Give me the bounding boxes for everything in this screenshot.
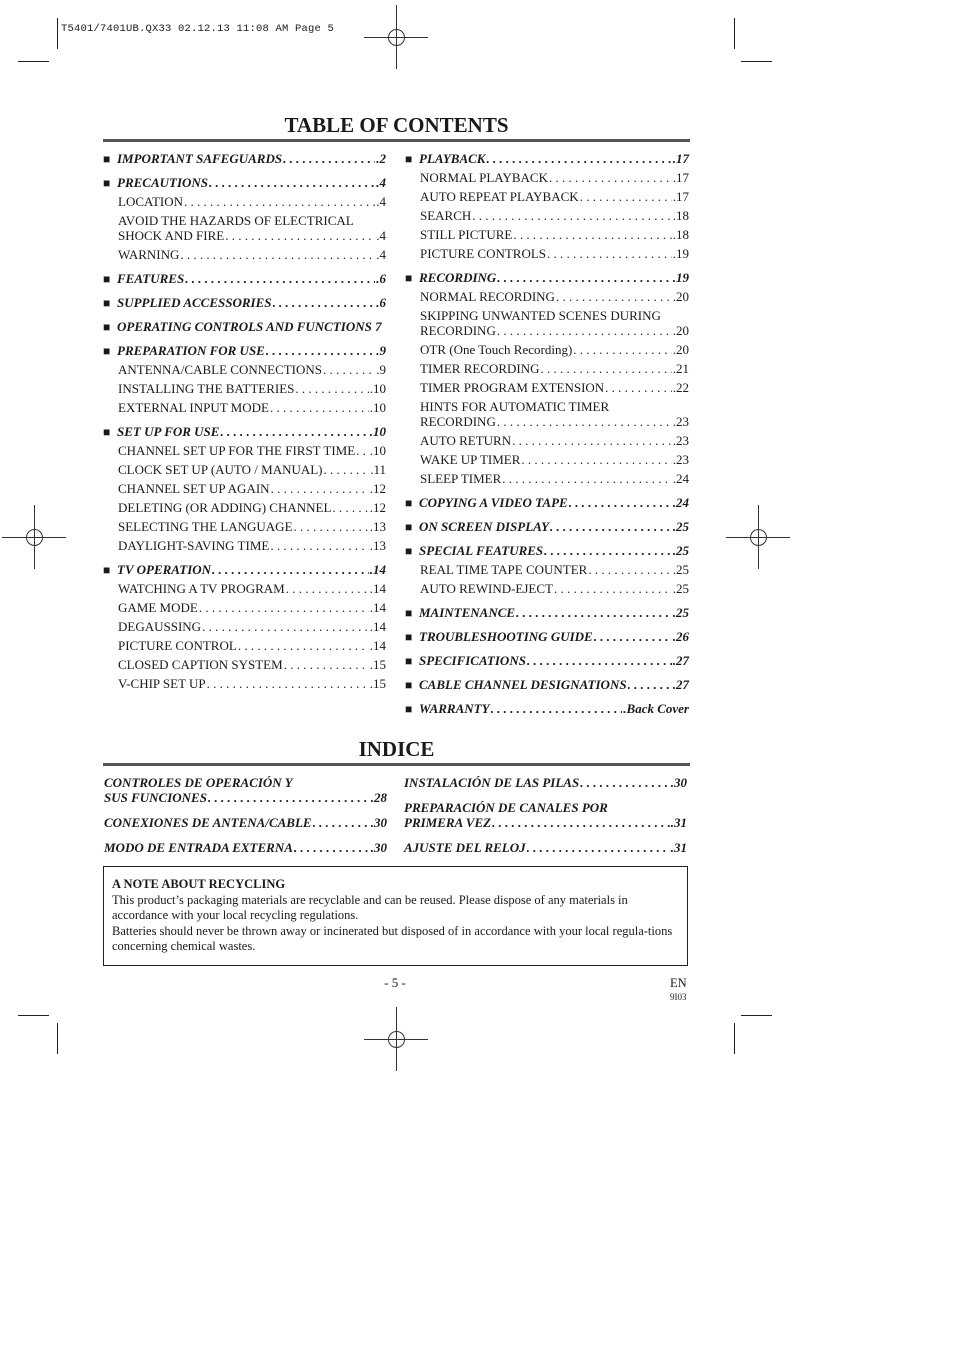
bullet-square-icon: ■ xyxy=(103,425,111,439)
bullet-square-icon: ■ xyxy=(405,606,413,620)
toc-entry xyxy=(420,562,689,577)
dot-leader xyxy=(512,433,672,448)
bullet-square-icon: ■ xyxy=(103,296,111,310)
toc-entry xyxy=(118,519,386,534)
crop-mark xyxy=(734,1023,735,1054)
toc-entry-page: .19 xyxy=(672,270,689,285)
note-heading: A NOTE ABOUT RECYCLING xyxy=(112,877,286,891)
toc-entry xyxy=(405,151,689,167)
toc-entry-title: TROUBLESHOOTING GUIDE xyxy=(419,629,593,644)
dot-leader xyxy=(580,189,672,204)
dot-leader xyxy=(294,519,369,534)
indice-title: INDICE xyxy=(358,737,435,761)
toc-entry-page: .27 xyxy=(672,677,689,692)
dot-leader xyxy=(492,815,670,830)
toc-entry xyxy=(118,213,386,243)
dot-leader xyxy=(573,342,671,357)
toc-entry-title: PREPARATION FOR USE xyxy=(117,343,265,358)
dot-leader xyxy=(283,151,375,166)
toc-entry-page: .25 xyxy=(672,562,689,577)
toc-entry xyxy=(118,362,386,377)
dot-leader xyxy=(486,151,671,166)
toc-entry-page: .25 xyxy=(672,519,689,534)
title-rule xyxy=(103,139,690,142)
toc-entry-page: .14 xyxy=(369,619,386,634)
crop-mark xyxy=(18,61,49,62)
dot-leader xyxy=(497,323,672,338)
bullet-square-icon: ■ xyxy=(103,563,111,577)
toc-entry-line xyxy=(404,815,687,830)
toc-title: TABLE OF CONTENTS xyxy=(284,113,509,137)
toc-entry-title: WARRANTY xyxy=(419,701,490,716)
dot-leader xyxy=(550,519,672,534)
toc-entry-page: .17 xyxy=(672,170,689,185)
toc-entry-title: DAYLIGHT-SAVING TIME xyxy=(118,538,270,553)
toc-entry-title: AVOID THE HAZARDS OF ELECTRICAL xyxy=(118,213,354,228)
bullet-square-icon: ■ xyxy=(103,320,111,334)
toc-entry-page: .30 xyxy=(670,775,687,790)
toc-entry-title: STILL PICTURE xyxy=(420,227,513,242)
toc-entry xyxy=(118,638,386,653)
toc-entry-page: .6 xyxy=(376,271,386,286)
toc-entry-title: INSTALLING THE BATTERIES xyxy=(118,381,295,396)
toc-entry-title: V-CHIP SET UP xyxy=(118,676,206,691)
toc-entry-page: .14 xyxy=(369,600,386,615)
toc-entry-page: .4 xyxy=(376,228,386,243)
toc-entry-title: CLOSED CAPTION SYSTEM xyxy=(118,657,283,672)
print-slug: T5401/7401UB.QX33 02.12.13 11:08 AM Page 5 xyxy=(61,23,335,35)
toc-entry-page: .24 xyxy=(672,495,689,510)
dot-leader xyxy=(202,619,369,634)
toc-entry xyxy=(118,481,386,496)
toc-entry-page: .6 xyxy=(376,295,386,310)
dot-leader xyxy=(212,562,369,577)
toc-entry xyxy=(420,342,689,357)
dot-leader xyxy=(284,657,369,672)
toc-entry-page: .12 xyxy=(369,500,386,515)
toc-entry xyxy=(118,400,386,415)
toc-entry xyxy=(103,271,386,287)
toc-entry-title: NORMAL PLAYBACK xyxy=(420,170,548,185)
crop-mark xyxy=(741,61,772,62)
toc-entry-page: .9 xyxy=(376,343,386,358)
toc-entry xyxy=(104,840,387,855)
toc-entry-title: FEATURES xyxy=(117,271,185,286)
toc-entry-title: SPECIAL FEATURES xyxy=(419,543,544,558)
toc-entry xyxy=(118,657,386,672)
dot-leader xyxy=(225,228,375,243)
crop-mark xyxy=(57,18,58,49)
dot-leader xyxy=(527,840,670,855)
toc-entry xyxy=(103,151,386,167)
toc-entry-page: .4 xyxy=(376,175,386,190)
toc-entry-page: .19 xyxy=(672,246,689,261)
toc-entry xyxy=(118,538,386,553)
toc-entry-page: .24 xyxy=(672,471,689,486)
dot-leader xyxy=(569,495,672,510)
registration-mark-icon xyxy=(364,1007,428,1071)
print-code: 9I03 xyxy=(670,992,687,1002)
bullet-square-icon: ■ xyxy=(103,272,111,286)
bullet-square-icon: ■ xyxy=(405,654,413,668)
toc-entry-title: AUTO RETURN xyxy=(420,433,512,448)
dot-leader xyxy=(286,581,369,596)
toc-entry xyxy=(405,653,689,669)
toc-entry xyxy=(104,815,387,830)
toc-entry xyxy=(405,543,689,559)
toc-entry-page: .13 xyxy=(369,538,386,553)
dot-leader xyxy=(497,270,671,285)
toc-entry-title: SET UP FOR USE xyxy=(117,424,220,439)
toc-entry-line xyxy=(420,323,689,338)
crop-mark xyxy=(57,1023,58,1054)
toc-entry-line xyxy=(118,228,386,243)
toc-entry-title: WAKE UP TIMER xyxy=(420,452,521,467)
toc-entry xyxy=(404,800,687,830)
dot-leader xyxy=(547,246,672,261)
toc-entry-page: .10 xyxy=(369,400,386,415)
dot-leader xyxy=(541,361,672,376)
dot-leader xyxy=(356,443,369,458)
dot-leader xyxy=(270,538,368,553)
toc-entry-title: TIMER PROGRAM EXTENSION xyxy=(420,380,605,395)
toc-entry-title: AJUSTE DEL RELOJ xyxy=(404,840,526,855)
toc-entry-page: .30 xyxy=(370,840,387,855)
toc-entry xyxy=(103,319,386,335)
toc-entry-title: AUTO REPEAT PLAYBACK xyxy=(420,189,579,204)
toc-entry-page: .Back Cover xyxy=(623,701,689,716)
registration-mark-icon xyxy=(364,5,428,69)
toc-entry xyxy=(405,701,689,717)
toc-entry xyxy=(420,308,689,338)
toc-entry xyxy=(420,361,689,376)
toc-entry xyxy=(118,581,386,596)
toc-entry xyxy=(405,629,689,645)
toc-entry-page: .31 xyxy=(670,840,687,855)
crop-mark xyxy=(741,1015,772,1016)
toc-entry xyxy=(405,495,689,511)
toc-entry-title: CLOCK SET UP (AUTO / MANUAL) xyxy=(118,462,323,477)
toc-entry-title: TV OPERATION xyxy=(117,562,212,577)
toc-entry-title: COPYING A VIDEO TAPE xyxy=(419,495,568,510)
toc-entry-page: .17 xyxy=(672,151,689,166)
bullet-square-icon: ■ xyxy=(405,496,413,510)
toc-entry xyxy=(420,170,689,185)
toc-entry-page: .25 xyxy=(672,581,689,596)
toc-entry xyxy=(118,619,386,634)
toc-entry-title: PICTURE CONTROLS xyxy=(420,246,547,261)
toc-entry-title: EXTERNAL INPUT MODE xyxy=(118,400,269,415)
toc-entry-page: .10 xyxy=(369,424,386,439)
dot-leader xyxy=(266,343,375,358)
toc-entry-title: DEGAUSSING xyxy=(118,619,202,634)
toc-entry-page: .28 xyxy=(370,790,387,805)
bullet-square-icon: ■ xyxy=(405,152,413,166)
toc-entry-page: .23 xyxy=(672,414,689,429)
bullet-square-icon: ■ xyxy=(103,344,111,358)
toc-entry-title: SUPPLIED ACCESSORIES xyxy=(117,295,272,310)
note-paragraph: This product’s packaging materials are recyclable and can be reused. Please dispose of any materials in accordance with your local recycling regulations. xyxy=(112,892,628,922)
dot-leader xyxy=(502,471,671,486)
toc-entry-title: MODO DE ENTRADA EXTERNA xyxy=(104,840,293,855)
bullet-square-icon: ■ xyxy=(405,702,413,716)
indice-rule xyxy=(103,763,690,766)
bullet-square-icon: ■ xyxy=(405,520,413,534)
toc-entry-page: .26 xyxy=(672,629,689,644)
toc-entry-title-cont: SUS FUNCIONES xyxy=(104,790,207,805)
toc-entry-title: ON SCREEN DISPLAY xyxy=(419,519,550,534)
bullet-square-icon: ■ xyxy=(405,630,413,644)
toc-entry xyxy=(420,433,689,448)
toc-entry xyxy=(103,562,386,578)
toc-entry-page: .18 xyxy=(672,208,689,223)
toc-entry-line xyxy=(104,790,387,805)
toc-entry-page: .14 xyxy=(369,581,386,596)
toc-entry xyxy=(118,443,386,458)
dot-leader xyxy=(588,562,671,577)
toc-entry xyxy=(118,500,386,515)
dot-leader xyxy=(497,414,672,429)
toc-entry-title: SELECTING THE LANGUAGE xyxy=(118,519,293,534)
toc-entry-title: WATCHING A TV PROGRAM xyxy=(118,581,285,596)
dot-leader xyxy=(527,653,672,668)
toc-entry xyxy=(404,840,687,855)
toc-entry xyxy=(420,399,689,429)
toc-entry xyxy=(420,246,689,261)
dot-leader xyxy=(270,400,369,415)
dot-leader xyxy=(513,227,671,242)
toc-entry-line xyxy=(420,414,689,429)
toc-entry xyxy=(118,462,386,477)
toc-entry xyxy=(420,581,689,596)
toc-entry-page: .25 xyxy=(672,605,689,620)
toc-entry-page: .23 xyxy=(672,433,689,448)
toc-entry-title-cont: RECORDING xyxy=(420,323,496,338)
toc-entry xyxy=(103,175,386,191)
toc-entry-page: .12 xyxy=(369,481,386,496)
toc-entry xyxy=(104,775,387,805)
toc-entry-page: .15 xyxy=(369,657,386,672)
dot-leader xyxy=(207,676,369,691)
dot-leader xyxy=(294,840,370,855)
toc-entry-title: PREPARACIÓN DE CANALES POR xyxy=(404,800,608,815)
toc-entry-title: INSTALACIÓN DE LAS PILAS xyxy=(404,775,580,790)
crop-mark xyxy=(18,1015,49,1016)
dot-leader xyxy=(605,380,672,395)
recycling-note xyxy=(103,866,688,966)
toc-entry-title: ANTENNA/CABLE CONNECTIONS xyxy=(118,362,323,377)
toc-entry-page: .14 xyxy=(369,638,386,653)
toc-entry xyxy=(103,424,386,440)
dot-leader xyxy=(554,581,672,596)
toc-entry-title: WARNING xyxy=(118,247,180,262)
toc-entry-title: RECORDING xyxy=(419,270,497,285)
bullet-square-icon: ■ xyxy=(405,544,413,558)
toc-entry xyxy=(420,452,689,467)
dot-leader xyxy=(580,775,670,790)
toc-entry-page: .21 xyxy=(672,361,689,376)
toc-entry-title: OPERATING CONTROLS AND FUNCTIONS 7 xyxy=(117,319,382,334)
dot-leader xyxy=(209,175,375,190)
dot-leader xyxy=(521,452,671,467)
toc-entry-page: .31 xyxy=(670,815,687,830)
dot-leader xyxy=(220,424,368,439)
dot-leader xyxy=(516,605,672,620)
toc-entry-page: .22 xyxy=(672,380,689,395)
language-code: EN xyxy=(670,976,687,990)
toc-entry-title: CABLE CHANNEL DESIGNATIONS xyxy=(419,677,627,692)
dot-leader xyxy=(185,271,375,286)
dot-leader xyxy=(594,629,672,644)
toc-entry-page: .17 xyxy=(672,189,689,204)
toc-entry-title: LOCATION xyxy=(118,194,183,209)
dot-leader xyxy=(199,600,369,615)
bullet-square-icon: ■ xyxy=(103,152,111,166)
toc-entry-title: SEARCH xyxy=(420,208,472,223)
registration-mark-icon xyxy=(726,505,790,569)
toc-entry xyxy=(118,381,386,396)
dot-leader xyxy=(184,194,375,209)
toc-entry-page: .2 xyxy=(376,151,386,166)
dot-leader xyxy=(491,701,623,716)
note-paragraph: Batteries should never be thrown away or incinerated but disposed of in accordance with your local regula-tions concerning chemical wastes. xyxy=(112,923,673,953)
toc-entry-title: GAME MODE xyxy=(118,600,198,615)
toc-entry-page: .10 xyxy=(369,381,386,396)
dot-leader xyxy=(472,208,671,223)
toc-entry-title: OTR (One Touch Recording) xyxy=(420,342,573,357)
page-number: - 5 - xyxy=(384,975,406,990)
toc-entry-title-cont: PRIMERA VEZ xyxy=(404,815,492,830)
toc-entry xyxy=(118,194,386,209)
dot-leader xyxy=(323,362,375,377)
toc-entry xyxy=(420,189,689,204)
toc-entry-title-cont: SHOCK AND FIRE xyxy=(118,228,225,243)
toc-entry-title: DELETING (OR ADDING) CHANNEL xyxy=(118,500,332,515)
toc-entry-title-cont: RECORDING xyxy=(420,414,496,429)
dot-leader xyxy=(549,170,672,185)
toc-entry xyxy=(420,289,689,304)
toc-entry-title: CHANNEL SET UP AGAIN xyxy=(118,481,270,496)
toc-entry-page: .11 xyxy=(370,462,386,477)
toc-entry-page: .30 xyxy=(370,815,387,830)
toc-entry-page: .10 xyxy=(369,443,386,458)
toc-entry xyxy=(405,270,689,286)
toc-entry-page: .23 xyxy=(672,452,689,467)
registration-mark-icon xyxy=(2,505,66,569)
dot-leader xyxy=(180,247,375,262)
toc-entry-title: TIMER RECORDING xyxy=(420,361,540,376)
toc-entry xyxy=(420,208,689,223)
toc-entry-title: PLAYBACK xyxy=(419,151,486,166)
toc-entry-page: .15 xyxy=(369,676,386,691)
toc-entry xyxy=(405,605,689,621)
toc-entry xyxy=(404,775,687,790)
bullet-square-icon: ■ xyxy=(405,271,413,285)
dot-leader xyxy=(628,677,672,692)
toc-entry-page: .20 xyxy=(672,342,689,357)
toc-entry-page: .18 xyxy=(672,227,689,242)
toc-entry-title: PICTURE CONTROL xyxy=(118,638,237,653)
toc-entry-page: .9 xyxy=(376,362,386,377)
toc-entry-title: SPECIFICATIONS xyxy=(419,653,526,668)
toc-entry-page: .25 xyxy=(672,543,689,558)
dot-leader xyxy=(273,295,376,310)
toc-entry-title: AUTO REWIND-EJECT xyxy=(420,581,553,596)
dot-leader xyxy=(295,381,368,396)
toc-entry-title: PRECAUTIONS xyxy=(117,175,209,190)
toc-entry-title: CONTROLES DE OPERACIÓN Y xyxy=(104,775,293,790)
toc-entry-title: NORMAL RECORDING xyxy=(420,289,555,304)
dot-leader xyxy=(556,289,672,304)
dot-leader xyxy=(271,481,369,496)
toc-entry-page: .20 xyxy=(672,323,689,338)
toc-entry xyxy=(118,600,386,615)
dot-leader xyxy=(332,500,368,515)
dot-leader xyxy=(238,638,369,653)
toc-entry xyxy=(420,227,689,242)
toc-entry xyxy=(420,380,689,395)
toc-entry xyxy=(103,295,386,311)
toc-entry-title: IMPORTANT SAFEGUARDS xyxy=(117,151,283,166)
toc-entry-page: .20 xyxy=(672,289,689,304)
toc-entry xyxy=(420,471,689,486)
toc-entry-title: CONEXIONES DE ANTENA/CABLE xyxy=(104,815,312,830)
toc-entry-title: CHANNEL SET UP FOR THE FIRST TIME xyxy=(118,443,356,458)
toc-entry xyxy=(405,677,689,693)
dot-leader xyxy=(544,543,672,558)
toc-entry xyxy=(103,343,386,359)
toc-entry xyxy=(405,519,689,535)
toc-entry xyxy=(118,247,386,262)
toc-entry xyxy=(118,676,386,691)
dot-leader xyxy=(313,815,370,830)
toc-entry-title: REAL TIME TAPE COUNTER xyxy=(420,562,588,577)
toc-entry-page: .4 xyxy=(376,247,386,262)
bullet-square-icon: ■ xyxy=(405,678,413,692)
toc-entry-page: .14 xyxy=(369,562,386,577)
bullet-square-icon: ■ xyxy=(103,176,111,190)
dot-leader xyxy=(208,790,370,805)
toc-entry-page: .4 xyxy=(376,194,386,209)
dot-leader xyxy=(324,462,370,477)
toc-entry-title: SKIPPING UNWANTED SCENES DURING xyxy=(420,308,661,323)
toc-entry-page: .13 xyxy=(369,519,386,534)
toc-entry-title: HINTS FOR AUTOMATIC TIMER xyxy=(420,399,610,414)
toc-entry-title: MAINTENANCE xyxy=(419,605,516,620)
crop-mark xyxy=(734,18,735,49)
toc-entry-page: .27 xyxy=(672,653,689,668)
toc-entry-title: SLEEP TIMER xyxy=(420,471,502,486)
